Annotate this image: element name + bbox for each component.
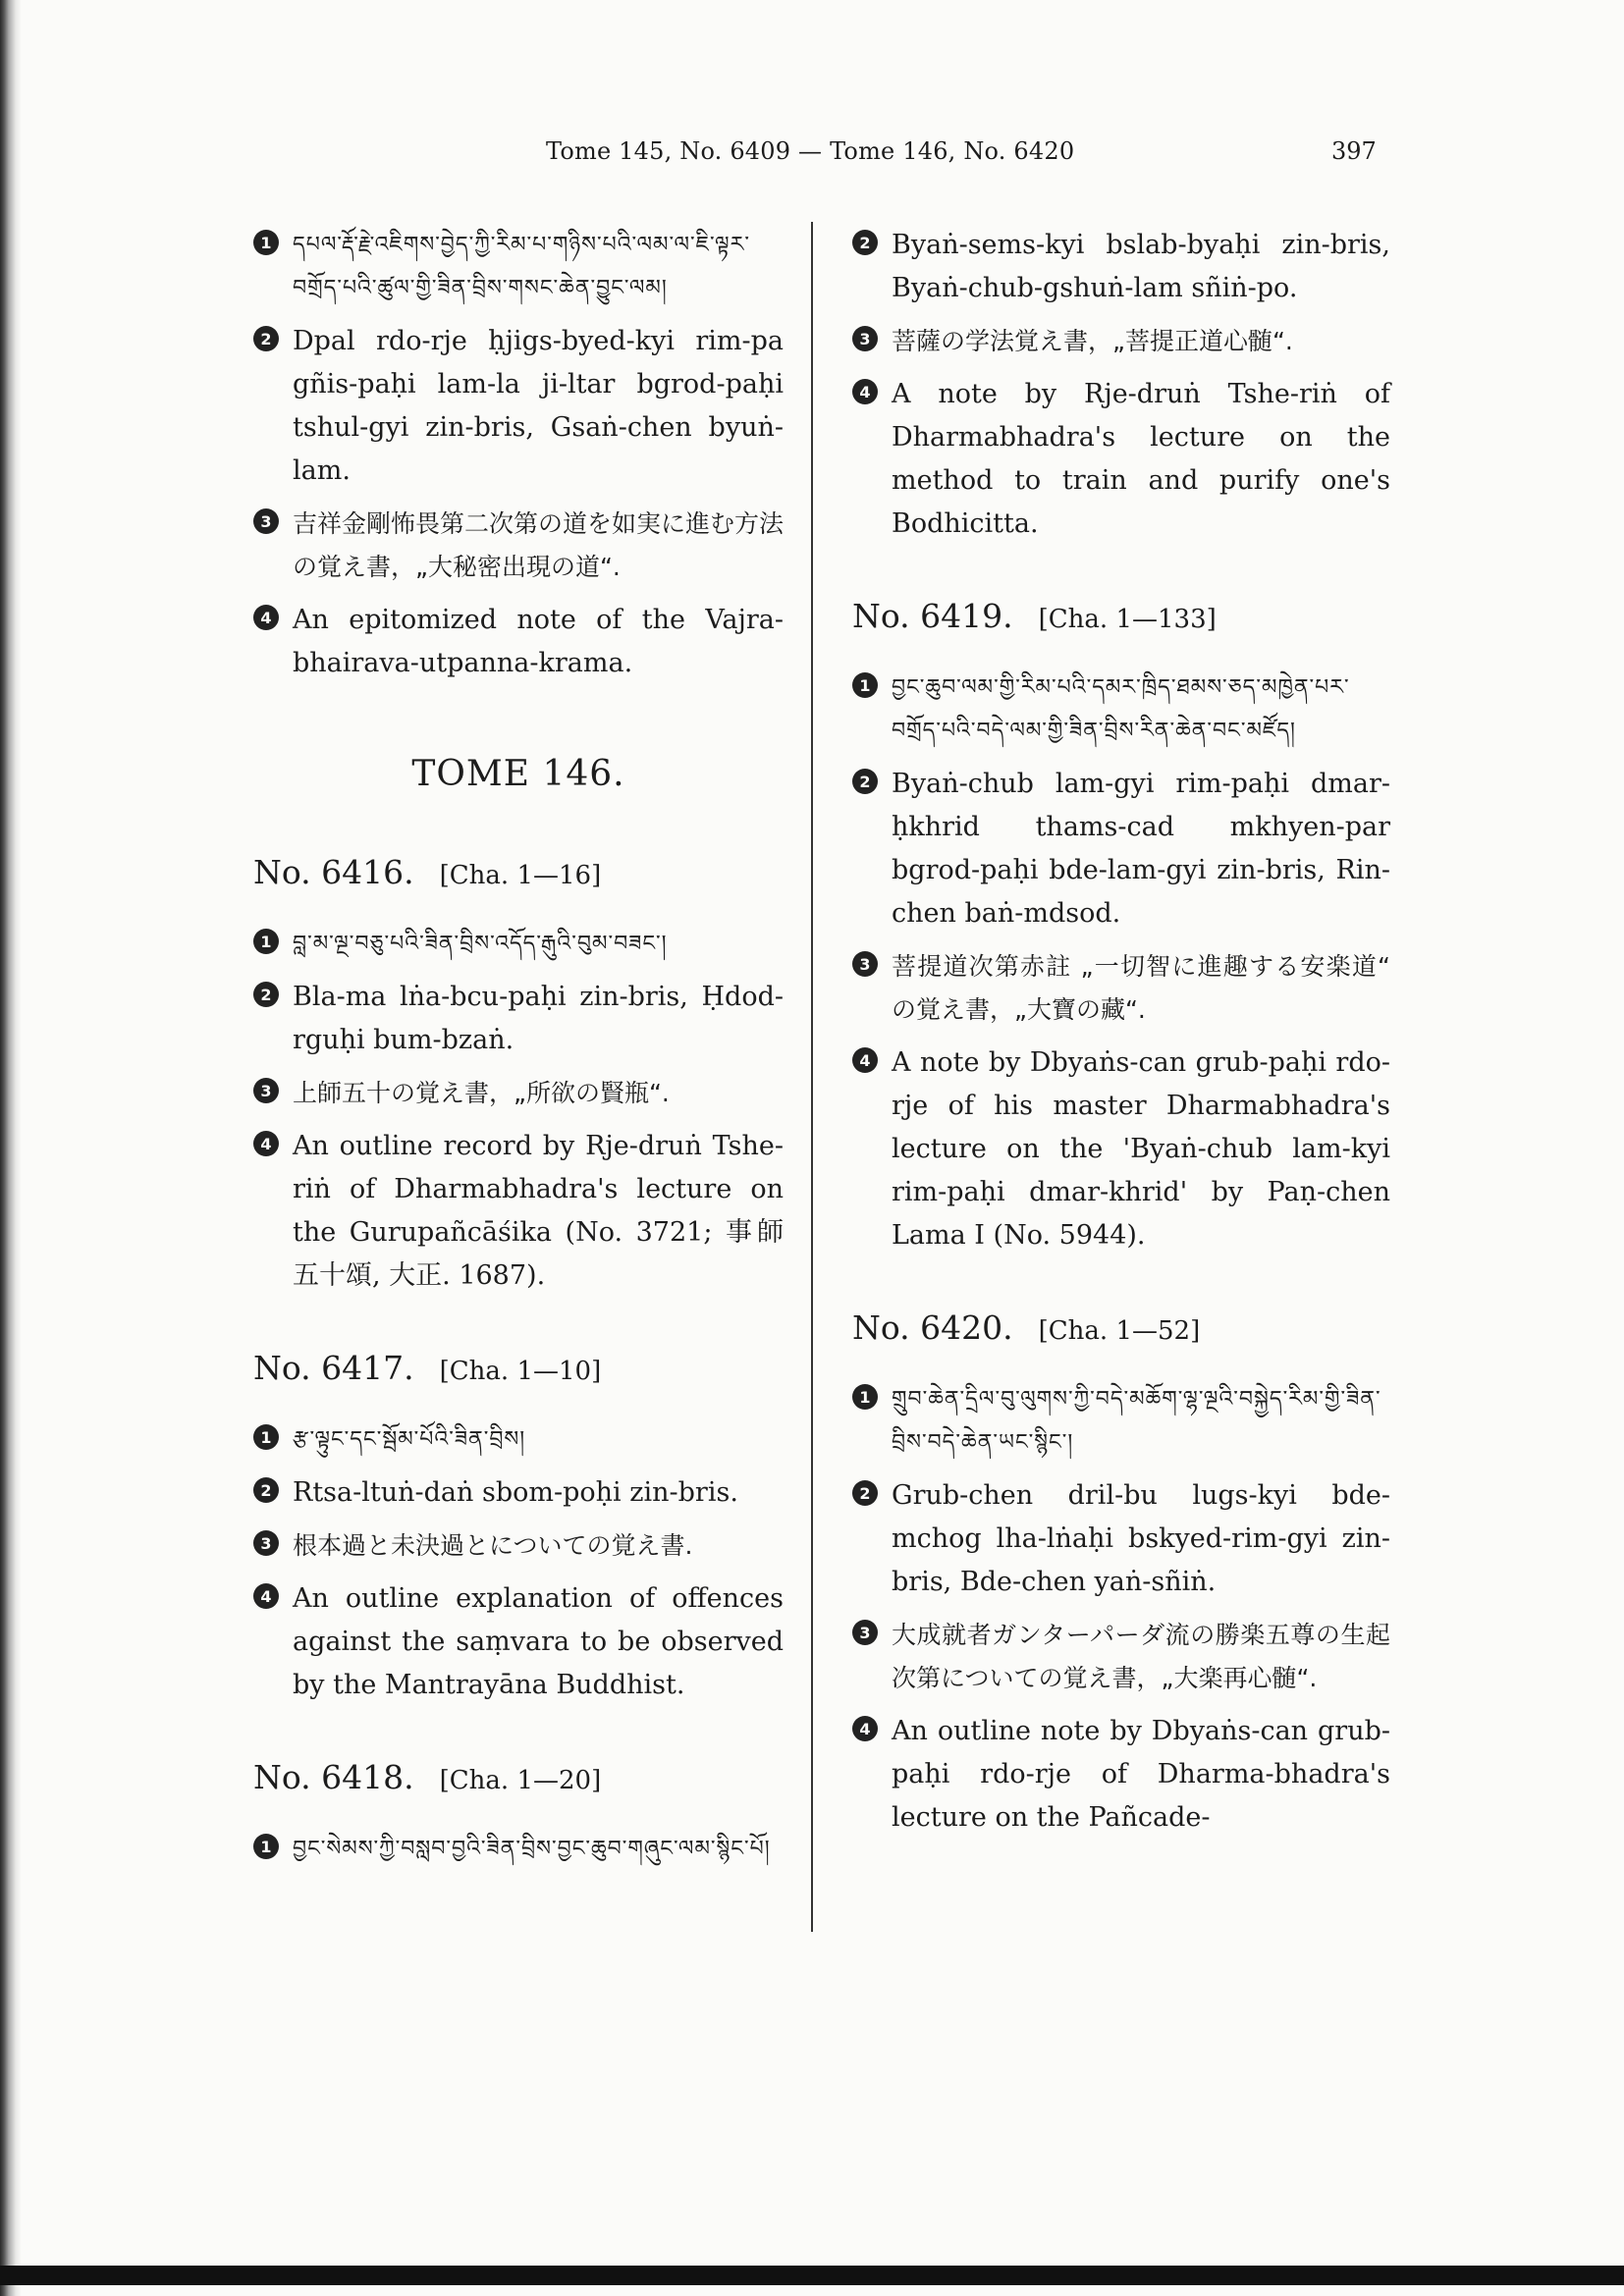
marker-4: 4	[253, 1583, 279, 1609]
japanese-title: 上師五十の覚え書，„所欲の賢瓶“.	[293, 1079, 670, 1107]
tibetan-title: གྲུབ་ཆེན་དྲིལ་བུ་ལུགས་ཀྱི་བདེ་མཆོག་ལྷ་ལྔའི་བསྐྱེད་རིམ་གྱི་ཟིན་བྲིས་བདེ་ཆེན་ཡང་སྙིང་།	[892, 1387, 1381, 1455]
entry-6409-romanized	[253, 320, 784, 493]
marker-1: 1	[253, 230, 279, 255]
entry-heading-6416	[253, 853, 784, 891]
entry-6419-tibetan	[852, 667, 1390, 753]
japanese-title: 大成就者ガンターパーダ流の勝楽五尊の生起次第についての覚え書，„大楽再心髄“.	[892, 1621, 1390, 1692]
tibetan-title: བླ་མ་ལྔ་བཅུ་པའི་ཟིན་བྲིས་འདོད་རྒུའི་བུམ་བཟང་།	[293, 932, 668, 956]
marker-2: 2	[253, 1477, 279, 1503]
tibetan-title: བྱང་སེམས་ཀྱི་བསླབ་བྱའི་ཟིན་བྲིས་བྱང་ཆུབ་གཞུང་ལམ་སྙིང་པོ།	[293, 1837, 771, 1861]
japanese-title: 菩提道次第赤註 „一切智に進趣する安楽道“ の覚え書，„大寶の藏“.	[892, 952, 1390, 1024]
english-description: An epitomized note of the Vajra-bhairava-utpanna-krama.	[293, 605, 784, 678]
entry-6418-japanese	[852, 320, 1390, 363]
entry-number: No. 6420.	[852, 1308, 1013, 1347]
marker-4: 4	[253, 605, 279, 630]
japanese-title: 根本過と未決過とについての覚え書.	[293, 1531, 693, 1560]
romanized-title: Grub-chen dril-bu lugs-kyi bde-mchog lha-lṅaḥi bskyed-rim-gyi zin-bris, Bde-chen yaṅ-sñiṅ.	[892, 1480, 1390, 1597]
folio-range: [Cha. 1—133]	[1038, 605, 1217, 634]
romanized-title: Rtsa-ltuṅ-daṅ sbom-poḥi zin-bris.	[293, 1477, 738, 1508]
entry-6416-tibetan	[253, 923, 784, 966]
romanized-title: Byaṅ-chub lam-gyi rim-paḥi dmar-ḥkhrid thams-cad mkhyen-par bgrod-paḥi bde-lam-gyi zin-bris, Rin-chen baṅ-mdsod.	[892, 769, 1390, 929]
folio-range: [Cha. 1—52]	[1038, 1316, 1201, 1346]
romanized-title: Bla-ma lṅa-bcu-paḥi zin-bris, Ḥdod-rguḥi bum-bzaṅ.	[293, 982, 784, 1055]
marker-3: 3	[852, 1620, 878, 1645]
english-description: An outline record by Rje-druṅ Tshe-riṅ of Dharmabhadra's lecture on the Gurupañcāśika (No. 3721; 事師五十頌, 大正. 1687).	[293, 1131, 784, 1291]
marker-4: 4	[852, 1716, 878, 1741]
entry-6417-english	[253, 1577, 784, 1707]
marker-4: 4	[852, 379, 878, 404]
entry-6420-english	[852, 1710, 1390, 1840]
page-number: 397	[1331, 137, 1377, 165]
japanese-title: 菩薩の学法覚え書，„菩提正道心髄“.	[892, 327, 1293, 355]
entry-6416-romanized	[253, 976, 784, 1062]
entry-number: No. 6418.	[253, 1758, 414, 1796]
entry-6418-tibetan	[253, 1828, 784, 1871]
column-divider	[811, 222, 813, 1932]
entry-6417-japanese	[253, 1524, 784, 1568]
entry-6417-tibetan	[253, 1418, 784, 1462]
entry-6417-romanized	[253, 1471, 784, 1515]
marker-2: 2	[253, 982, 279, 1007]
english-description: An outline explanation of offences against the saṃvara to be observed by the Mantrayāna Buddhist.	[293, 1583, 784, 1700]
folio-range: [Cha. 1—16]	[439, 861, 602, 890]
entry-6409-japanese	[253, 503, 784, 589]
marker-4: 4	[852, 1047, 878, 1073]
marker-1: 1	[852, 672, 878, 698]
folio-range: [Cha. 1—20]	[439, 1766, 602, 1795]
tibetan-title: དཔལ་རྡོ་རྗེ་འཇིགས་བྱེད་ཀྱི་རིམ་པ་གཉིས་པའི་ལམ་ལ་ཇི་ལྟར་བགྲོད་པའི་ཚུལ་གྱི་ཟིན་བྲིས་གསང་ཆེན་བྱུང་ལམ།	[293, 233, 750, 300]
marker-2: 2	[852, 230, 878, 255]
marker-1: 1	[253, 1424, 279, 1450]
running-header: Tome 145, No. 6409 — Tome 146, No. 6420	[546, 137, 1075, 165]
entry-6416-english	[253, 1125, 784, 1298]
right-column	[852, 224, 1390, 1849]
entry-6409-tibetan	[253, 224, 784, 310]
entry-6420-japanese	[852, 1614, 1390, 1700]
entry-6419-romanized	[852, 763, 1390, 935]
entry-heading-6419	[852, 597, 1390, 635]
tibetan-title: རྩ་ལྟུང་དང་སྦོམ་པོའི་ཟིན་བྲིས།	[293, 1427, 526, 1452]
marker-2: 2	[253, 326, 279, 351]
entry-6419-japanese	[852, 945, 1390, 1032]
entry-number: No. 6417.	[253, 1349, 414, 1387]
entry-6419-english	[852, 1041, 1390, 1257]
english-description: A note by Rje-druṅ Tshe-riṅ of Dharmabhadra's lecture on the method to train and purify one's Bodhicitta.	[892, 379, 1390, 539]
entry-heading-6418	[253, 1758, 784, 1796]
entry-6418-english	[852, 373, 1390, 546]
marker-3: 3	[253, 508, 279, 534]
japanese-title: 吉祥金剛怖畏第二次第の道を如実に進む方法の覚え書，„大秘密出現の道“.	[293, 509, 785, 581]
marker-3: 3	[253, 1530, 279, 1556]
entry-6409-english	[253, 599, 784, 685]
english-description: A note by Dbyaṅs-can grub-paḥi rdo-rje of his master Dharmabhadra's lecture on the 'Byaṅ-chub lam-kyi rim-paḥi dmar-khrid' by Paṇ-chen Lama I (No. 5944).	[892, 1047, 1390, 1251]
entry-heading-6417	[253, 1349, 784, 1387]
tome-heading: TOME 146.	[411, 754, 625, 794]
marker-2: 2	[852, 769, 878, 794]
entry-number: No. 6419.	[852, 597, 1013, 635]
folio-range: [Cha. 1—10]	[439, 1357, 602, 1386]
marker-1: 1	[253, 1834, 279, 1859]
marker-2: 2	[852, 1480, 878, 1506]
romanized-title: Byaṅ-sems-kyi bslab-byaḥi zin-bris, Byaṅ-chub-gshuṅ-lam sñiṅ-po.	[892, 230, 1390, 303]
entry-6418-romanized	[852, 224, 1390, 310]
marker-4: 4	[253, 1131, 279, 1156]
entry-heading-6420	[852, 1308, 1390, 1347]
left-column	[253, 224, 784, 1881]
entry-6416-japanese	[253, 1072, 784, 1115]
marker-1: 1	[253, 929, 279, 954]
scan-left-edge	[0, 0, 22, 2296]
marker-3: 3	[253, 1078, 279, 1103]
entry-number: No. 6416.	[253, 853, 414, 891]
marker-3: 3	[852, 951, 878, 977]
marker-3: 3	[852, 326, 878, 351]
english-description: An outline note by Dbyaṅs-can grub-paḥi rdo-rje of Dharma-bhadra's lecture on the Pañcade-	[892, 1716, 1390, 1833]
entry-6420-romanized	[852, 1474, 1390, 1604]
tibetan-title: བྱང་ཆུབ་ལམ་གྱི་རིམ་པའི་དམར་ཁྲིད་ཐམས་ཅད་མཁྱེན་པར་བགྲོད་པའི་བདེ་ལམ་གྱི་ཟིན་བྲིས་རིན་ཆེན་བང་མཛོད།	[892, 675, 1350, 743]
romanized-title: Dpal rdo-rje ḥjigs-byed-kyi rim-pa gñis-paḥi lam-la ji-ltar bgrod-paḥi tshul-gyi zin-bris, Gsaṅ-chen byuṅ-lam.	[293, 326, 784, 486]
entry-6420-tibetan	[852, 1378, 1390, 1465]
marker-1: 1	[852, 1384, 878, 1410]
bottom-scan-edge	[0, 2266, 1624, 2285]
